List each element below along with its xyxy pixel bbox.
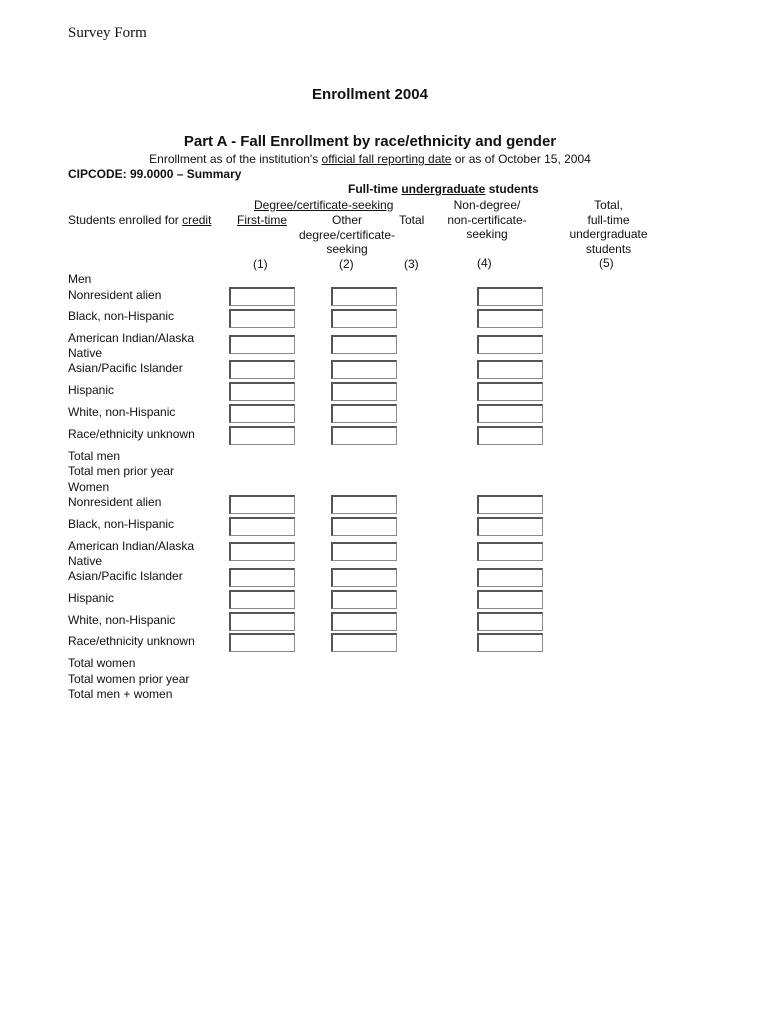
men-row-white: White, non-Hispanic (68, 405, 176, 419)
men-nonresident-first-time-input[interactable] (229, 287, 295, 306)
group-prefix: Full-time (348, 182, 402, 196)
men-hispanic-other-input[interactable] (331, 382, 397, 401)
men-black-first-time-input[interactable] (229, 309, 295, 328)
men-nonresident-other-input[interactable] (331, 287, 397, 306)
total-men-prior-label: Total men prior year (68, 464, 175, 478)
col4-line3: seeking (466, 227, 508, 241)
women-row-black: Black, non-Hispanic (68, 517, 175, 531)
total-men-label: Total men (68, 449, 121, 463)
col5-line1: Total, (594, 198, 623, 212)
col4-number: (4) (477, 256, 492, 270)
men-american-indian-non-degree-input[interactable] (477, 335, 543, 354)
reporting-note (0, 152, 740, 166)
note-suffix: or as of October 15, 2004 (451, 152, 591, 166)
men-black-non-degree-input[interactable] (477, 309, 543, 328)
women-nonresident-first-time-input[interactable] (229, 495, 295, 514)
men-row-hispanic: Hispanic (68, 383, 115, 397)
col5-line2: full-time (587, 212, 630, 227)
students-label-prefix: Students enrolled for (68, 213, 183, 227)
col1-number: (1) (253, 257, 268, 271)
col2-line1: Other (331, 213, 362, 227)
men-american-indian-first-time-input[interactable] (229, 335, 295, 354)
col5-line3: undergraduate (569, 227, 648, 241)
men-hispanic-non-degree-input[interactable] (477, 382, 543, 401)
women-row-american-indian-cont: Native (68, 554, 103, 568)
col4-line2: non-certificate- (447, 212, 527, 227)
men-row-unknown: Race/ethnicity unknown (68, 427, 195, 441)
men-row-american-indian: American Indian/Alaska (68, 331, 195, 345)
women-hispanic-first-time-input[interactable] (229, 590, 295, 609)
women-unknown-non-degree-input[interactable] (477, 633, 543, 652)
women-white-first-time-input[interactable] (229, 612, 295, 631)
col3-number: (3) (404, 257, 419, 271)
women-hispanic-other-input[interactable] (331, 590, 397, 609)
women-row-asian: Asian/Pacific Islander (68, 569, 183, 583)
students-enrolled-label (68, 213, 211, 227)
women-american-indian-non-degree-input[interactable] (477, 542, 543, 561)
degree-seeking-group-header: Degree/certificate-seeking (254, 198, 394, 212)
men-white-non-degree-input[interactable] (477, 404, 543, 423)
women-asian-first-time-input[interactable] (229, 568, 295, 587)
col1-header: First-time (237, 213, 287, 227)
note-prefix: Enrollment as of the institution's (149, 152, 322, 166)
men-american-indian-other-input[interactable] (331, 335, 397, 354)
men-unknown-other-input[interactable] (331, 426, 397, 445)
women-row-nonresident-alien: Nonresident alien (68, 495, 162, 509)
men-unknown-non-degree-input[interactable] (477, 426, 543, 445)
col2-line3: seeking (326, 242, 368, 256)
cipcode-label: CIPCODE: 99.0000 – Summary (68, 167, 242, 181)
col4-header (432, 198, 542, 242)
document-label: Survey Form (68, 25, 147, 41)
section-women: Women (68, 480, 110, 494)
women-white-non-degree-input[interactable] (477, 612, 543, 631)
section-men: Men (68, 272, 92, 286)
men-row-black: Black, non-Hispanic (68, 309, 175, 323)
men-hispanic-first-time-input[interactable] (229, 382, 295, 401)
men-row-nonresident-alien: Nonresident alien (68, 288, 162, 302)
women-unknown-first-time-input[interactable] (229, 633, 295, 652)
page-subtitle: Part A - Fall Enrollment by race/ethnicity and gender (183, 133, 557, 150)
credit-link[interactable]: credit (182, 213, 212, 227)
col4-line1: Non-degree/ (453, 198, 521, 212)
women-asian-non-degree-input[interactable] (477, 568, 543, 587)
total-men-women-label: Total men + women (68, 687, 173, 701)
col2-number: (2) (339, 257, 354, 271)
col2-line2: degree/certificate- (298, 227, 396, 242)
women-nonresident-other-input[interactable] (331, 495, 397, 514)
men-row-asian: Asian/Pacific Islander (68, 361, 183, 375)
fulltime-undergraduate-header (348, 182, 539, 197)
women-american-indian-other-input[interactable] (331, 542, 397, 561)
women-row-white: White, non-Hispanic (68, 613, 176, 627)
total-women-label: Total women (68, 656, 136, 670)
women-row-american-indian: American Indian/Alaska (68, 539, 195, 553)
col2-header (292, 213, 402, 257)
col5-number: (5) (599, 256, 614, 270)
women-black-first-time-input[interactable] (229, 517, 295, 536)
men-asian-first-time-input[interactable] (229, 360, 295, 379)
men-white-other-input[interactable] (331, 404, 397, 423)
women-unknown-other-input[interactable] (331, 633, 397, 652)
col3-header: Total (399, 213, 425, 227)
men-asian-other-input[interactable] (331, 360, 397, 379)
women-nonresident-non-degree-input[interactable] (477, 495, 543, 514)
men-white-first-time-input[interactable] (229, 404, 295, 423)
women-black-other-input[interactable] (331, 517, 397, 536)
women-hispanic-non-degree-input[interactable] (477, 590, 543, 609)
undergraduate-link[interactable]: undergraduate (401, 182, 486, 196)
women-black-non-degree-input[interactable] (477, 517, 543, 536)
women-american-indian-first-time-input[interactable] (229, 542, 295, 561)
women-asian-other-input[interactable] (331, 568, 397, 587)
men-asian-non-degree-input[interactable] (477, 360, 543, 379)
women-row-hispanic: Hispanic (68, 591, 115, 605)
official-reporting-date-link[interactable]: official fall reporting date (321, 152, 452, 166)
men-black-other-input[interactable] (331, 309, 397, 328)
col5-line4: students (585, 241, 632, 256)
total-women-prior-label: Total women prior year (68, 672, 190, 686)
men-nonresident-non-degree-input[interactable] (477, 287, 543, 306)
group-suffix: students (485, 182, 539, 196)
page-title: Enrollment 2004 (312, 86, 428, 103)
men-row-american-indian-cont: Native (68, 346, 103, 360)
women-white-other-input[interactable] (331, 612, 397, 631)
men-unknown-first-time-input[interactable] (229, 426, 295, 445)
col5-header (557, 198, 660, 256)
women-row-unknown: Race/ethnicity unknown (68, 634, 195, 648)
